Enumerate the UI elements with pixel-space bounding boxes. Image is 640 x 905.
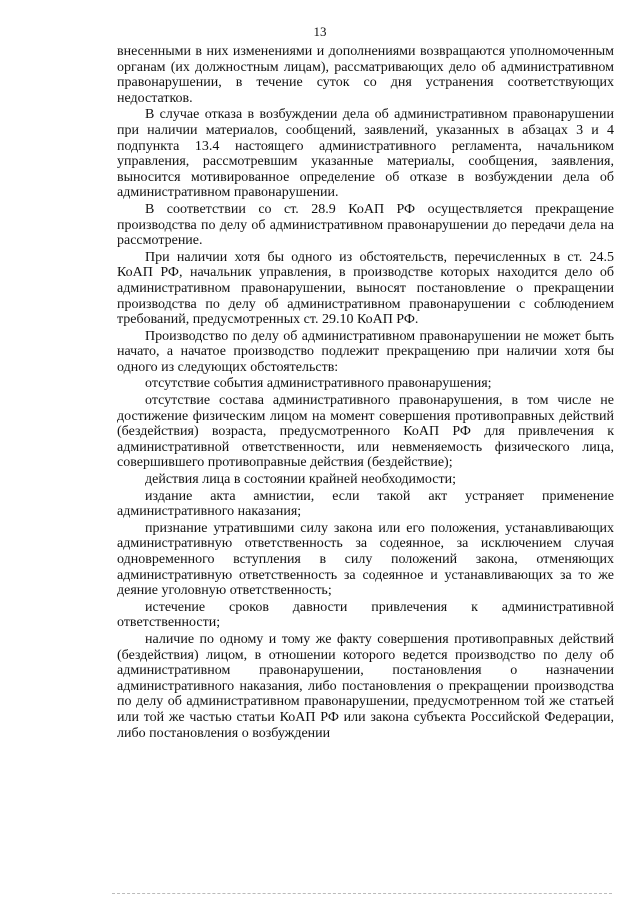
list-item-amnesty: издание акта амнистии, если такой акт устраняет применение административного наказания; bbox=[117, 488, 614, 520]
page-number: 13 bbox=[313, 24, 327, 39]
list-item-no-event: отсутствие события административного правонарушения; bbox=[145, 376, 492, 392]
footer-divider bbox=[112, 893, 612, 894]
list-item-existing-decision: наличие по одному и тому же факту совершения противоправных действий (бездействия) лицом, в отношении которого ведется производство по делу об административном правонарушении, постановления о назначении административного наказания, либо постановления о прекращении производства по делу об административном правонарушении, предусмотренном той же статьей или той же частью статьи КоАП РФ или закона субъекта Российской Федерации, либо постановления о возбуждении bbox=[117, 631, 614, 741]
paragraph-refusal-to-initiate: В случае отказа в возбуждении дела об административном правонарушении при наличии материалов, сообщений, заявлений, указанных в абзацах 3 и 4 подпункта 13.4 настоящего административного регламента, начальником управления, рассмотревшим указанные материалы, сообщения, заявления, выносится мотивированное определение об отказе в возбуждении дела об административном правонарушении. bbox=[117, 107, 614, 201]
list-item-law-repealed: признание утратившими силу закона или его положения, устанавливающих административную ответственность за содеянное, за исключением случая одновременного вступления в силу положений закона, отменяющих административную ответственность за содеянное и устанавливающих за то же деяние уголовную ответственность; bbox=[117, 520, 614, 599]
paragraph-article-24-5: При наличии хотя бы одного из обстоятельств, перечисленных в ст. 24.5 КоАП РФ, начальник управления, в производстве которых находится дело об административном правонарушении, выносят постановление о прекращении производства по делу об административном правонарушении с соблюдением требований, предусмотренных ст. 29.10 КоАП РФ. bbox=[117, 249, 614, 328]
document-body bbox=[117, 44, 614, 741]
paragraph-grounds-intro: Производство по делу об административном правонарушении не может быть начато, а начатое производство подлежит прекращению при наличии хотя бы одного из следующих обстоятельств: bbox=[117, 328, 614, 375]
paragraph-article-28-9: В соответствии со ст. 28.9 КоАП РФ осуществляется прекращение производства по делу об административном правонарушении до передачи дела на рассмотрение. bbox=[117, 201, 614, 249]
list-item-extreme-necessity: действия лица в состоянии крайней необходимости; bbox=[145, 472, 456, 488]
paragraph-returned-materials: внесенными в них изменениями и дополнениями возвращаются уполномоченным органам (их должностным лицам), рассматривающих дело об административном правонарушении, в течение суток со дня устранения соответствующих недостатков. bbox=[117, 44, 614, 106]
list-item-limitation-expired: истечение сроков давности привлечения к административной ответственности; bbox=[117, 599, 614, 631]
list-item-no-offense: отсутствие состава административного правонарушения, в том числе не достижение физическим лицом на момент совершения противоправных действий (бездействия) возраста, предусмотренного КоАП РФ для привлечения к административной ответственности, или невменяемость физического лица, совершившего противоправные действия (бездействие); bbox=[117, 393, 614, 471]
